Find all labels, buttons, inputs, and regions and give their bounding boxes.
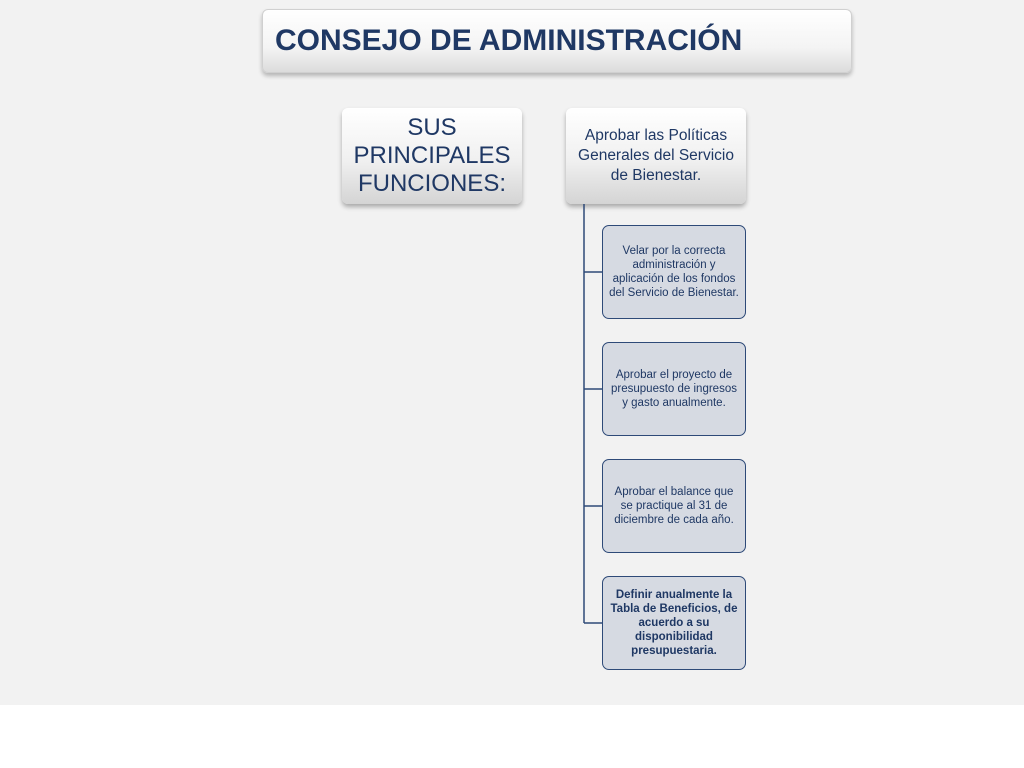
sub-function-text: Aprobar el proyecto de presupuesto de ingresos y gasto anualmente. — [611, 369, 737, 409]
sub-function-text: Definir anualmente la Tabla de Beneficios, de acuerdo a su disponibilidad presupuestaria. — [610, 589, 738, 657]
sub-function-text: Velar por la correcta administración y aplicación de los fondos del Servicio de Bienestar. — [609, 245, 739, 299]
root-function-text: Aprobar las Políticas Generales del Servicio de Bienestar. — [578, 127, 734, 184]
sub-function-box-1 — [602, 225, 746, 319]
sub-function-box-2 — [602, 342, 746, 436]
sub-function-text: Aprobar el balance que se practique al 31 de diciembre de cada año. — [614, 486, 734, 526]
sub-function-box-3 — [602, 459, 746, 553]
sub-function-box-4 — [602, 576, 746, 670]
functions-label: SUS PRINCIPALES FUNCIONES: — [353, 114, 511, 197]
page-title: CONSEJO DE ADMINISTRACIÓN — [275, 24, 743, 57]
